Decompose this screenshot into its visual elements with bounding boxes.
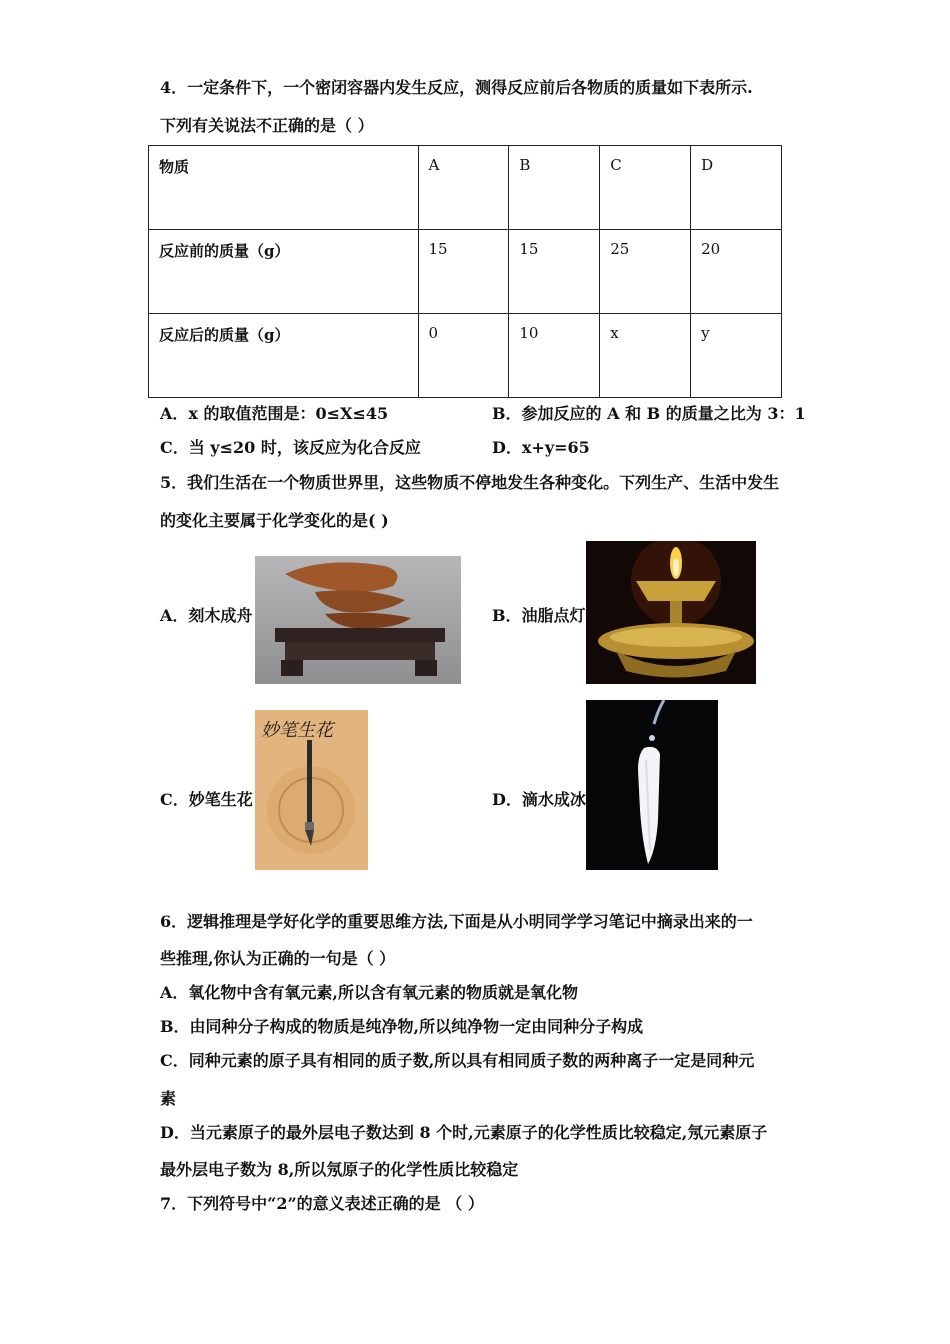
table-row — [149, 230, 782, 314]
table-cell: 10 — [509, 314, 600, 398]
q6-option-a: A．氧化物中含有氧元素,所以含有氧元素的物质就是氧化物 — [160, 983, 578, 1002]
calligraphy-title-text: 妙笔生花 — [261, 720, 333, 741]
q6-stem-line1: 6．逻辑推理是学好化学的重要思维方法,下面是从小明同学学习笔记中摘录出来的一 — [160, 912, 753, 931]
q4-stem-line2: 下列有关说法不正确的是（ ） — [160, 116, 374, 135]
table-row — [149, 314, 782, 398]
table-cell: 15 — [418, 230, 509, 314]
q5-stem-line2: 的变化主要属于化学变化的是( ) — [160, 511, 389, 530]
q7-stem-line1: 7．下列符号中“2”的意义表述正确的是 （ ） — [160, 1194, 484, 1213]
q6-option-c-line2: 素 — [160, 1089, 177, 1108]
q6-stem-line2: 些推理,你认为正确的一句是（ ） — [160, 949, 396, 968]
table-header-cell: 物质 — [149, 146, 419, 230]
table-cell: 15 — [509, 230, 600, 314]
table-row — [149, 146, 782, 230]
q4-option-b: B．参加反应的 A 和 B 的质量之比为 3：1 — [492, 404, 806, 423]
table-header-cell: B — [509, 146, 600, 230]
q5-stem-line1: 5．我们生活在一个物质世界里，这些物质不停地发生各种变化。下列生产、生活中发生 — [160, 473, 780, 492]
q6-option-d-line1: D．当元素原子的最外层电子数达到 8 个时,元素原子的化学性质比较稳定,氖元素原子 — [160, 1123, 768, 1142]
table-cell: 20 — [691, 230, 782, 314]
mass-table — [148, 145, 782, 398]
q5-option-a: A．刻木成舟 — [160, 606, 253, 625]
q4-stem-line1: 4．一定条件下，一个密闭容器内发生反应，测得反应前后各物质的质量如下表所示. — [160, 78, 753, 97]
icicle-image — [586, 700, 718, 870]
table-header-cell: A — [418, 146, 509, 230]
oil-lamp-image — [586, 541, 756, 684]
carved-walnut-boat-image — [255, 556, 461, 684]
calligraphy-brush-image — [255, 710, 368, 870]
table-cell: x — [600, 314, 691, 398]
q4-option-d: D．x+y=65 — [492, 438, 590, 457]
q6-option-d-line2: 最外层电子数为 8,所以氖原子的化学性质比较稳定 — [160, 1160, 519, 1179]
table-cell: 0 — [418, 314, 509, 398]
table-cell: 25 — [600, 230, 691, 314]
table-header-cell: C — [600, 146, 691, 230]
q6-option-c-line1: C．同种元素的原子具有相同的质子数,所以具有相同质子数的两种离子一定是同种元 — [160, 1051, 755, 1070]
table-cell: 反应前的质量（g） — [149, 230, 419, 314]
q4-option-c: C．当 y≤20 时，该反应为化合反应 — [160, 438, 421, 457]
table-header-cell: D — [691, 146, 782, 230]
table-cell: y — [691, 314, 782, 398]
q5-option-b: B．油脂点灯 — [492, 606, 586, 625]
table-cell: 反应后的质量（g） — [149, 314, 419, 398]
q5-option-c: C．妙笔生花 — [160, 790, 253, 809]
q5-option-d: D．滴水成冰 — [492, 790, 586, 809]
q6-option-b: B．由同种分子构成的物质是纯净物,所以纯净物一定由同种分子构成 — [160, 1017, 644, 1036]
q4-option-a: A．x 的取值范围是：0≤X≤45 — [160, 404, 389, 423]
